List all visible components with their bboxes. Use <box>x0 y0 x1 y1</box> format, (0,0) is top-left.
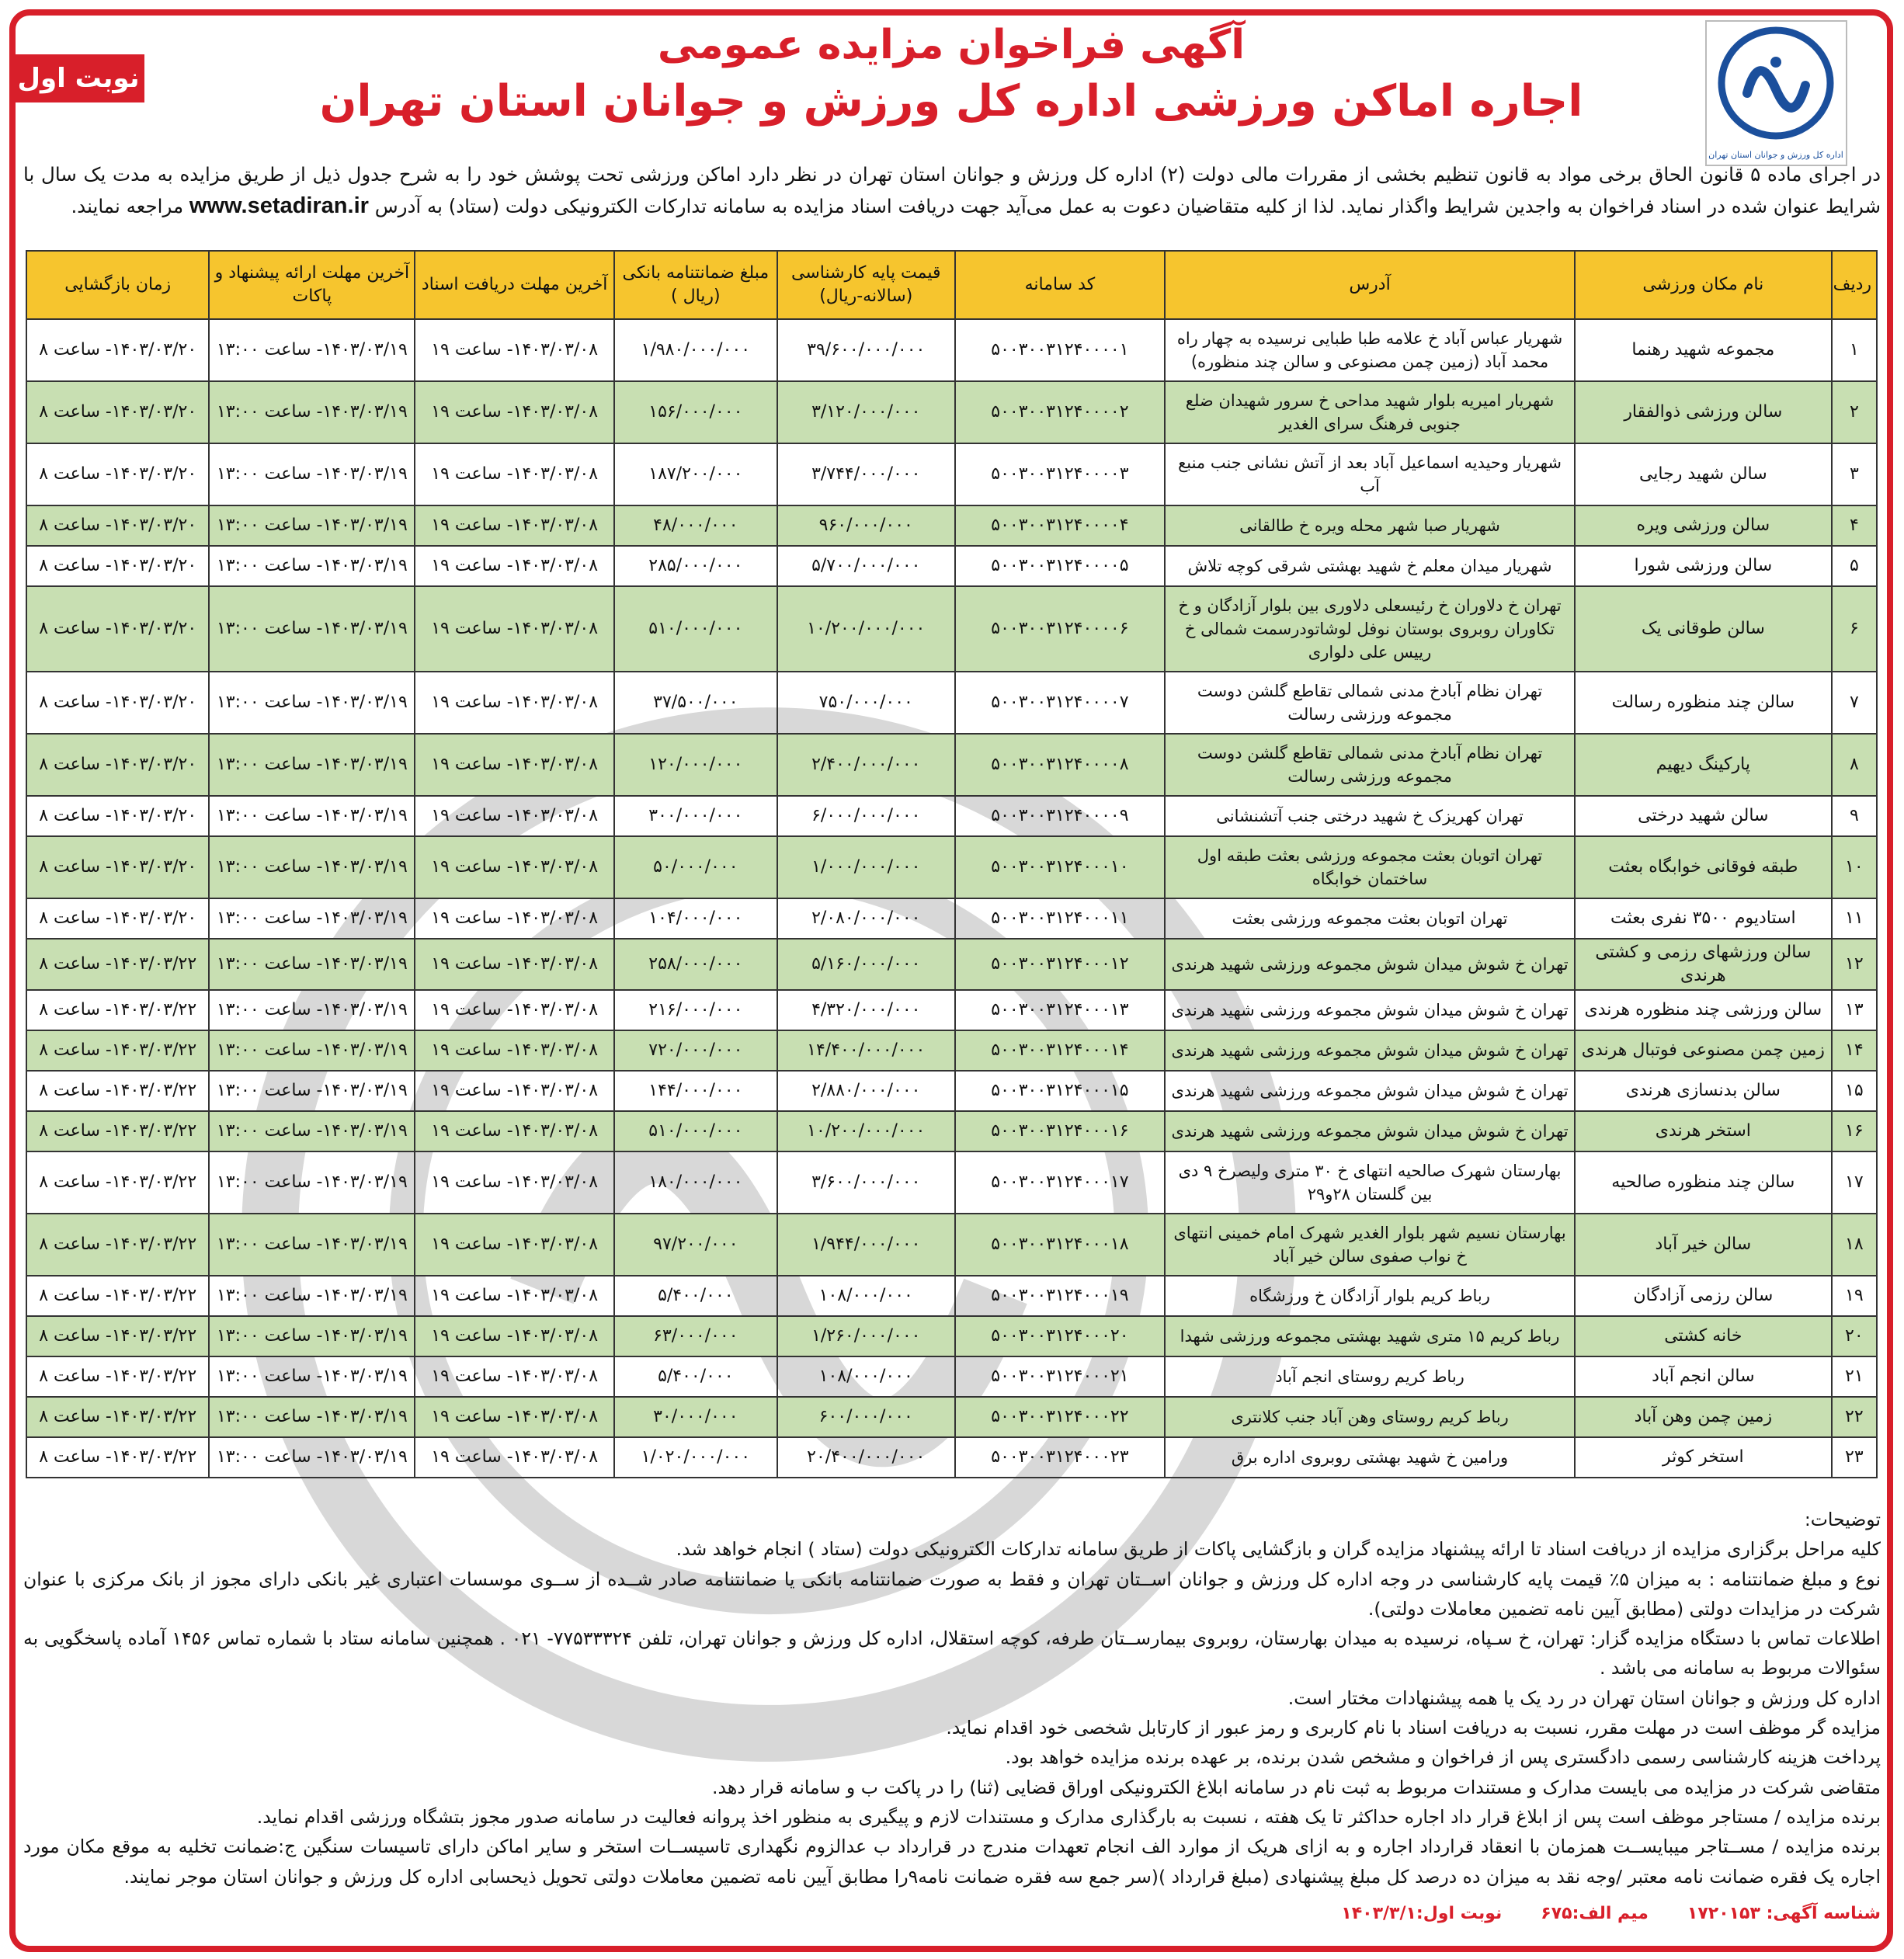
cell-d3: ۱۴۰۳/۰۳/۲۲- ساعت ۸ <box>26 1214 209 1276</box>
cell-d2: ۱۴۰۳/۰۳/۱۹- ساعت ۱۳:۰۰ <box>209 1316 415 1356</box>
cell-n: ۲۳ <box>1832 1437 1877 1478</box>
cell-guar: ۱۵۶/۰۰۰/۰۰۰ <box>614 381 777 443</box>
cell-price: ۱/۰۰۰/۰۰۰/۰۰۰ <box>777 836 955 898</box>
cell-code: ۵۰۰۳۰۰۳۱۲۴۰۰۰۱۵ <box>955 1071 1165 1111</box>
cell-addr: تهران اتوبان بعثت مجموعه ورزشی بعثت طبقه اول ساختمان خوابگاه <box>1165 836 1575 898</box>
cell-code: ۵۰۰۳۰۰۳۱۲۴۰۰۰۱۰ <box>955 836 1165 898</box>
cell-d3: ۱۴۰۳/۰۳/۲۲- ساعت ۸ <box>26 1356 209 1397</box>
cell-addr: رباط کریم روستای انجم آباد <box>1165 1356 1575 1397</box>
cell-addr: تهران خ شوش میدان شوش مجموعه ورزشی شهید هرندی <box>1165 939 1575 990</box>
cell-guar: ۱۰۴/۰۰۰/۰۰۰ <box>614 898 777 939</box>
cell-guar: ۱۸۰/۰۰۰/۰۰۰ <box>614 1151 777 1214</box>
ad-subtitle: اجاره اماکن ورزشی اداره کل ورزش و جوانان استان تهران <box>319 76 1583 127</box>
column-header: آدرس <box>1165 251 1575 319</box>
cell-name: پارکینگ دیهیم <box>1575 734 1832 796</box>
cell-n: ۳ <box>1832 443 1877 505</box>
cell-code: ۵۰۰۳۰۰۳۱۲۴۰۰۰۰۱ <box>955 319 1165 381</box>
cell-code: ۵۰۰۳۰۰۳۱۲۴۰۰۰۱۴ <box>955 1030 1165 1071</box>
cell-price: ۶/۰۰۰/۰۰۰/۰۰۰ <box>777 796 955 836</box>
cell-d1: ۱۴۰۳/۰۳/۰۸- ساعت ۱۹ <box>415 443 614 505</box>
cell-addr: تهران نظام آبادخ مدنی شمالی تقاطع گلشن دوست مجموعه ورزشی رسالت <box>1165 672 1575 734</box>
cell-d1: ۱۴۰۳/۰۳/۰۸- ساعت ۱۹ <box>415 898 614 939</box>
column-header: کد سامانه <box>955 251 1165 319</box>
cell-price: ۱۰/۲۰۰/۰۰۰/۰۰۰ <box>777 586 955 672</box>
cell-price: ۱۰۸/۰۰۰/۰۰۰ <box>777 1356 955 1397</box>
table-row <box>26 1030 1877 1071</box>
cell-d1: ۱۴۰۳/۰۳/۰۸- ساعت ۱۹ <box>415 1437 614 1478</box>
cell-price: ۲/۸۸۰/۰۰۰/۰۰۰ <box>777 1071 955 1111</box>
column-header: مبلغ ضمانتنامه بانکی (ریال ) <box>614 251 777 319</box>
cell-guar: ۲۱۶/۰۰۰/۰۰۰ <box>614 990 777 1030</box>
cell-price: ۱۰/۲۰۰/۰۰۰/۰۰۰ <box>777 1111 955 1151</box>
cell-addr: بهارستان شهرک صالحیه انتهای خ ۳۰ متری ولیصرخ ۹ دی بین گلستان ۲۸و۲۹ <box>1165 1151 1575 1214</box>
cell-guar: ۱۴۴/۰۰۰/۰۰۰ <box>614 1071 777 1111</box>
cell-d3: ۱۴۰۳/۰۳/۲۲- ساعت ۸ <box>26 1276 209 1316</box>
cell-d1: ۱۴۰۳/۰۳/۰۸- ساعت ۱۹ <box>415 505 614 546</box>
cell-n: ۴ <box>1832 505 1877 546</box>
cell-price: ۴/۳۲۰/۰۰۰/۰۰۰ <box>777 990 955 1030</box>
cell-d3: ۱۴۰۳/۰۳/۲۰- ساعت ۸ <box>26 381 209 443</box>
cell-code: ۵۰۰۳۰۰۳۱۲۴۰۰۰۰۸ <box>955 734 1165 796</box>
cell-d2: ۱۴۰۳/۰۳/۱۹- ساعت ۱۳:۰۰ <box>209 1276 415 1316</box>
cell-code: ۵۰۰۳۰۰۳۱۲۴۰۰۰۰۶ <box>955 586 1165 672</box>
cell-d1: ۱۴۰۳/۰۳/۰۸- ساعت ۱۹ <box>415 1071 614 1111</box>
cell-name: خانه کشتی <box>1575 1316 1832 1356</box>
cell-d1: ۱۴۰۳/۰۳/۰۸- ساعت ۱۹ <box>415 1276 614 1316</box>
cell-name: سالن رزمی آزادگان <box>1575 1276 1832 1316</box>
cell-name: سالن ورزشهای رزمی و کشتی هرندی <box>1575 939 1832 990</box>
table-row <box>26 319 1877 381</box>
cell-price: ۳۹/۶۰۰/۰۰۰/۰۰۰ <box>777 319 955 381</box>
cell-d3: ۱۴۰۳/۰۳/۲۲- ساعت ۸ <box>26 1437 209 1478</box>
cell-d3: ۱۴۰۳/۰۳/۲۲- ساعت ۸ <box>26 1316 209 1356</box>
table-row <box>26 1356 1877 1397</box>
column-header: زمان بازگشایی <box>26 251 209 319</box>
cell-addr: ورامین خ شهید بهشتی روبروی اداره برق <box>1165 1437 1575 1478</box>
cell-price: ۱/۹۴۴/۰۰۰/۰۰۰ <box>777 1214 955 1276</box>
cell-name: استادیوم ۳۵۰۰ نفری بعثت <box>1575 898 1832 939</box>
intro-paragraph <box>23 159 1881 222</box>
publish-date: نوبت اول:۱۴۰۳/۳/۱ <box>1341 1904 1503 1923</box>
note-item: اداره کل ورزش و جوانان استان تهران در رد یک یا همه پیشنهادات مختار است. <box>1287 1686 1881 1709</box>
table-row <box>26 1214 1877 1276</box>
cell-guar: ۶۳/۰۰۰/۰۰۰ <box>614 1316 777 1356</box>
cell-d2: ۱۴۰۳/۰۳/۱۹- ساعت ۱۳:۰۰ <box>209 796 415 836</box>
cell-name: سالن چند منظوره رسالت <box>1575 672 1832 734</box>
svg-text:اداره کل ورزش و جوانان استان ت: اداره کل ورزش و جوانان استان تهران <box>1708 150 1843 160</box>
cell-n: ۱ <box>1832 319 1877 381</box>
cell-d3: ۱۴۰۳/۰۳/۲۲- ساعت ۸ <box>26 1151 209 1214</box>
cell-code: ۵۰۰۳۰۰۳۱۲۴۰۰۰۲۳ <box>955 1437 1165 1478</box>
cell-d1: ۱۴۰۳/۰۳/۰۸- ساعت ۱۹ <box>415 1151 614 1214</box>
column-header: آخرین مهلت ارائه پیشنهاد و پاکات <box>209 251 415 319</box>
cell-addr: شهریار عباس آباد خ علامه طبا طبایی نرسیده به چهار راه محمد آباد (زمین چمن مصنوعی و سالن چند منظوره) <box>1165 319 1575 381</box>
cell-name: مجموعه شهید رهنما <box>1575 319 1832 381</box>
cell-n: ۱۱ <box>1832 898 1877 939</box>
cell-price: ۲/۴۰۰/۰۰۰/۰۰۰ <box>777 734 955 796</box>
cell-d2: ۱۴۰۳/۰۳/۱۹- ساعت ۱۳:۰۰ <box>209 1356 415 1397</box>
cell-code: ۵۰۰۳۰۰۳۱۲۴۰۰۰۰۷ <box>955 672 1165 734</box>
notes-section <box>23 1505 1881 1891</box>
cell-d1: ۱۴۰۳/۰۳/۰۸- ساعت ۱۹ <box>415 672 614 734</box>
cell-price: ۱۰۸/۰۰۰/۰۰۰ <box>777 1276 955 1316</box>
cell-guar: ۲۵۸/۰۰۰/۰۰۰ <box>614 939 777 990</box>
cell-d1: ۱۴۰۳/۰۳/۰۸- ساعت ۱۹ <box>415 586 614 672</box>
cell-d1: ۱۴۰۳/۰۳/۰۸- ساعت ۱۹ <box>415 1316 614 1356</box>
cell-name: سالن شهید رجایی <box>1575 443 1832 505</box>
cell-d2: ۱۴۰۳/۰۳/۱۹- ساعت ۱۳:۰۰ <box>209 381 415 443</box>
cell-guar: ۷۲۰/۰۰۰/۰۰۰ <box>614 1030 777 1071</box>
note-item: مزایده گر موظف است در مهلت مقرر، نسبت به دریافت اسناد با نام کاربری و رمز عبور از کارتابل شخصی خود اقدام نماید. <box>946 1717 1881 1739</box>
cell-d2: ۱۴۰۳/۰۳/۱۹- ساعت ۱۳:۰۰ <box>209 990 415 1030</box>
table-row <box>26 505 1877 546</box>
table-row <box>26 898 1877 939</box>
cell-price: ۷۵۰/۰۰۰/۰۰۰ <box>777 672 955 734</box>
cell-name: سالن بدنسازی هرندی <box>1575 1071 1832 1111</box>
cell-d3: ۱۴۰۳/۰۳/۲۰- ساعت ۸ <box>26 836 209 898</box>
cell-guar: ۱۸۷/۲۰۰/۰۰۰ <box>614 443 777 505</box>
cell-d2: ۱۴۰۳/۰۳/۱۹- ساعت ۱۳:۰۰ <box>209 734 415 796</box>
cell-name: سالن خیر آباد <box>1575 1214 1832 1276</box>
cell-addr: تهران خ شوش میدان شوش مجموعه ورزشی شهید هرندی <box>1165 1030 1575 1071</box>
cell-d3: ۱۴۰۳/۰۳/۲۰- ساعت ۸ <box>26 319 209 381</box>
cell-d3: ۱۴۰۳/۰۳/۲۲- ساعت ۸ <box>26 1111 209 1151</box>
cell-code: ۵۰۰۳۰۰۳۱۲۴۰۰۰۱۱ <box>955 898 1165 939</box>
ad-footer <box>1341 1904 1881 1923</box>
cell-guar: ۳۰/۰۰۰/۰۰۰ <box>614 1397 777 1437</box>
cell-guar: ۱۲۰/۰۰۰/۰۰۰ <box>614 734 777 796</box>
note-item: برنده مزایده / مســتاجر میبایســت همزمان با انعقاد قرارداد اجاره و به ازای هریک از موارد الف انجام تعهدات مندرج در قرارداد ب عدالزوم نگهداری تاسیســات استخر و سایر اماکن دارای تاسیسات سنگین ج:ضمانت تخلیه به موقع مکان مورد اجاره یک فقره ضمانت نامه معتبر /وجه نقد به میزان ده درصد کل مبلغ پیشنهادی (مبلغ قرارداد )(سر جمع سه فقره ضمانت نامه۹را مطابق آیین نامه تضمین معاملات دولتی تحویل ذیحسابی اداره کل ورزش و جوانان استان موجر نمایند. <box>23 1836 1881 1888</box>
cell-d1: ۱۴۰۳/۰۳/۰۸- ساعت ۱۹ <box>415 990 614 1030</box>
cell-code: ۵۰۰۳۰۰۳۱۲۴۰۰۰۱۷ <box>955 1151 1165 1214</box>
table-header-row <box>26 251 1877 319</box>
cell-price: ۳/۱۲۰/۰۰۰/۰۰۰ <box>777 381 955 443</box>
table-row <box>26 734 1877 796</box>
cell-price: ۶۰۰/۰۰۰/۰۰۰ <box>777 1397 955 1437</box>
cell-d3: ۱۴۰۳/۰۳/۲۰- ساعت ۸ <box>26 734 209 796</box>
cell-price: ۲/۰۸۰/۰۰۰/۰۰۰ <box>777 898 955 939</box>
cell-n: ۸ <box>1832 734 1877 796</box>
cell-name: استخر کوثر <box>1575 1437 1832 1478</box>
cell-guar: ۹۷/۲۰۰/۰۰۰ <box>614 1214 777 1276</box>
cell-guar: ۵/۴۰۰/۰۰۰ <box>614 1276 777 1316</box>
cell-d1: ۱۴۰۳/۰۳/۰۸- ساعت ۱۹ <box>415 1397 614 1437</box>
table-row <box>26 1151 1877 1214</box>
setad-website-link[interactable]: www.setadiran.ir <box>189 193 369 218</box>
cell-addr: تهران نظام آبادخ مدنی شمالی تقاطع گلشن دوست مجموعه ورزشی رسالت <box>1165 734 1575 796</box>
cell-d2: ۱۴۰۳/۰۳/۱۹- ساعت ۱۳:۰۰ <box>209 546 415 586</box>
cell-d2: ۱۴۰۳/۰۳/۱۹- ساعت ۱۳:۰۰ <box>209 672 415 734</box>
cell-d3: ۱۴۰۳/۰۳/۲۲- ساعت ۸ <box>26 1397 209 1437</box>
cell-d2: ۱۴۰۳/۰۳/۱۹- ساعت ۱۳:۰۰ <box>209 586 415 672</box>
cell-n: ۷ <box>1832 672 1877 734</box>
table-row <box>26 1316 1877 1356</box>
note-item: پرداخت هزینه کارشناسی رسمی دادگستری پس از فراخوان و مشخص شدن برنده، بر عهده برنده مزایده خواهد بود. <box>1005 1746 1881 1769</box>
cell-name: سالن شهید درختی <box>1575 796 1832 836</box>
cell-guar: ۵۱۰/۰۰۰/۰۰۰ <box>614 1111 777 1151</box>
cell-d1: ۱۴۰۳/۰۳/۰۸- ساعت ۱۹ <box>415 546 614 586</box>
cell-code: ۵۰۰۳۰۰۳۱۲۴۰۰۰۰۴ <box>955 505 1165 546</box>
cell-d2: ۱۴۰۳/۰۳/۱۹- ساعت ۱۳:۰۰ <box>209 1030 415 1071</box>
cell-name: سالن ورزشی شورا <box>1575 546 1832 586</box>
cell-guar: ۱/۹۸۰/۰۰۰/۰۰۰ <box>614 319 777 381</box>
cell-d2: ۱۴۰۳/۰۳/۱۹- ساعت ۱۳:۰۰ <box>209 939 415 990</box>
table-row <box>26 1397 1877 1437</box>
cell-d3: ۱۴۰۳/۰۳/۲۰- ساعت ۸ <box>26 586 209 672</box>
mim-alef: میم الف:۶۷۵ <box>1541 1904 1649 1923</box>
cell-n: ۱۹ <box>1832 1276 1877 1316</box>
table-row <box>26 586 1877 672</box>
cell-code: ۵۰۰۳۰۰۳۱۲۴۰۰۰۱۶ <box>955 1111 1165 1151</box>
cell-price: ۹۶۰/۰۰۰/۰۰۰ <box>777 505 955 546</box>
cell-d3: ۱۴۰۳/۰۳/۲۰- ساعت ۸ <box>26 672 209 734</box>
column-header: ردیف <box>1832 251 1877 319</box>
cell-addr: رباط کریم ۱۵ متری شهید بهشتی مجموعه ورزشی شهدا <box>1165 1316 1575 1356</box>
cell-d2: ۱۴۰۳/۰۳/۱۹- ساعت ۱۳:۰۰ <box>209 505 415 546</box>
cell-addr: رباط کریم بلوار آزادگان خ ورزشگاه <box>1165 1276 1575 1316</box>
cell-d2: ۱۴۰۳/۰۳/۱۹- ساعت ۱۳:۰۰ <box>209 443 415 505</box>
cell-code: ۵۰۰۳۰۰۳۱۲۴۰۰۰۲۱ <box>955 1356 1165 1397</box>
cell-d3: ۱۴۰۳/۰۳/۲۰- ساعت ۸ <box>26 443 209 505</box>
cell-name: سالن انجم آباد <box>1575 1356 1832 1397</box>
cell-d2: ۱۴۰۳/۰۳/۱۹- ساعت ۱۳:۰۰ <box>209 319 415 381</box>
cell-price: ۵/۷۰۰/۰۰۰/۰۰۰ <box>777 546 955 586</box>
tehran-sport-logo-icon <box>1704 19 1848 167</box>
cell-price: ۵/۱۶۰/۰۰۰/۰۰۰ <box>777 939 955 990</box>
cell-addr: رباط کریم روستای وهن آباد جنب کلانتری <box>1165 1397 1575 1437</box>
cell-d3: ۱۴۰۳/۰۳/۲۲- ساعت ۸ <box>26 1030 209 1071</box>
cell-d3: ۱۴۰۳/۰۳/۲۲- ساعت ۸ <box>26 1071 209 1111</box>
cell-d2: ۱۴۰۳/۰۳/۱۹- ساعت ۱۳:۰۰ <box>209 1214 415 1276</box>
note-item: برنده مزایده / مستاجر موظف است پس از ابلاغ قرار داد اجاره حداکثر تا یک هفته ، نسبت به بارگذاری مدارک و مستندات لازم و پیگیری به منظور اخذ پروانه فعالیت در سامانه صدور مجوز بتشگاه ورزشی اقدام نماید. <box>256 1805 1881 1828</box>
notes-title: توضیحات: <box>1804 1509 1881 1530</box>
table-row <box>26 443 1877 505</box>
table-row <box>26 1276 1877 1316</box>
venues-table <box>26 250 1878 1478</box>
cell-d1: ۱۴۰۳/۰۳/۰۸- ساعت ۱۹ <box>415 1214 614 1276</box>
cell-name: سالن طوقانی یک <box>1575 586 1832 672</box>
cell-n: ۱۷ <box>1832 1151 1877 1214</box>
intro-text-end: مراجعه نمایند. <box>71 195 184 217</box>
cell-n: ۱۴ <box>1832 1030 1877 1071</box>
cell-addr: شهریار میدان معلم خ شهید بهشتی شرقی کوچه تلاش <box>1165 546 1575 586</box>
cell-name: زمین چمن مصنوعی فوتبال هرندی <box>1575 1030 1832 1071</box>
cell-guar: ۴۸/۰۰۰/۰۰۰ <box>614 505 777 546</box>
cell-code: ۵۰۰۳۰۰۳۱۲۴۰۰۰۱۸ <box>955 1214 1165 1276</box>
cell-code: ۵۰۰۳۰۰۳۱۲۴۰۰۰۰۹ <box>955 796 1165 836</box>
cell-n: ۱۸ <box>1832 1214 1877 1276</box>
ad-id: شناسه آگهی: ۱۷۲۰۱۵۳ <box>1687 1904 1881 1923</box>
cell-addr: شهریار امیریه بلوار شهید مداحی خ سرور شهیدان ضلع جنوبی فرهنگ سرای الغدیر <box>1165 381 1575 443</box>
cell-d1: ۱۴۰۳/۰۳/۰۸- ساعت ۱۹ <box>415 734 614 796</box>
table-row <box>26 1111 1877 1151</box>
note-item: نوع و مبلغ ضمانتنامه : به میزان ۵٪ قیمت پایه کارشناسی در وجه اداره کل ورزش و جوانان اســتان تهران و فقط به صورت ضمانتنامه بانکی یا ضمانتنامه صادر شــده از ســوی موسسات اعتباری غیر بانکی دارای مجوز از بانک مرکزی با عنوان شرکت در مزایدات دولتی (مطابق آیین نامه تضمین معاملات دولتی). <box>23 1568 1881 1620</box>
cell-addr: بهارستان نسیم شهر بلوار الغدیر شهرک امام خمینی انتهای خ نواب صفوی سالن خیر آباد <box>1165 1214 1575 1276</box>
cell-d2: ۱۴۰۳/۰۳/۱۹- ساعت ۱۳:۰۰ <box>209 1151 415 1214</box>
cell-code: ۵۰۰۳۰۰۳۱۲۴۰۰۰۱۹ <box>955 1276 1165 1316</box>
cell-guar: ۳۰۰/۰۰۰/۰۰۰ <box>614 796 777 836</box>
note-item: کلیه مراحل برگزاری مزایده از دریافت اسناد تا ارائه پیشنهاد مزایده گران و بازگشایی پاکات از طریق سامانه تدارکات الکترونیکی دولت (ستاد ) انجام خواهد شد. <box>676 1538 1881 1561</box>
table-row <box>26 1437 1877 1478</box>
table-row <box>26 1071 1877 1111</box>
cell-n: ۱۵ <box>1832 1071 1877 1111</box>
intro-text: در اجرای ماده ۵ قانون الحاق برخی مواد به قانون تنظیم بخشی از مقررات مالی دولت (۲) اداره کل ورزش و جوانان استان تهران در نظر دارد اماکن ورزشی تحت پوشش خود را به شرح جدول ذیل از طریق مزایده به مدت یک سال با شرایط عنوان شده در اسناد فراخوان به واجدین شرایط واگذار نماید. لذا از کلیه متقاضیان دعوت به عمل می‌آید جهت دریافت اسناد مزایده به سامانه تدارکات الکترونیکی دولت (ستاد) به آدرس <box>23 163 1881 217</box>
cell-guar: ۳۷/۵۰۰/۰۰۰ <box>614 672 777 734</box>
cell-addr: تهران خ دلاوران خ رئیسعلی دلاوری بین بلوار آزادگان و خ تکاوران روبروی بوستان نوفل لوشاتودرسمت شمالی خ رییس علی دلواری <box>1165 586 1575 672</box>
table-row <box>26 796 1877 836</box>
table-row <box>26 939 1877 990</box>
cell-code: ۵۰۰۳۰۰۳۱۲۴۰۰۰۰۵ <box>955 546 1165 586</box>
cell-name: سالن ورزشی چند منظوره هرندی <box>1575 990 1832 1030</box>
table-row <box>26 836 1877 898</box>
cell-guar: ۵/۴۰۰/۰۰۰ <box>614 1356 777 1397</box>
cell-d1: ۱۴۰۳/۰۳/۰۸- ساعت ۱۹ <box>415 939 614 990</box>
cell-addr: تهران اتوبان بعثت مجموعه ورزشی بعثت <box>1165 898 1575 939</box>
cell-code: ۵۰۰۳۰۰۳۱۲۴۰۰۰۲۰ <box>955 1316 1165 1356</box>
cell-name: طبقه فوقانی خوابگاه بعثت <box>1575 836 1832 898</box>
cell-addr: تهران خ شوش میدان شوش مجموعه ورزشی شهید هرندی <box>1165 990 1575 1030</box>
publish-round-badge: نوبت اول <box>12 54 144 102</box>
cell-code: ۵۰۰۳۰۰۳۱۲۴۰۰۰۲۲ <box>955 1397 1165 1437</box>
cell-n: ۱۰ <box>1832 836 1877 898</box>
cell-code: ۵۰۰۳۰۰۳۱۲۴۰۰۰۰۳ <box>955 443 1165 505</box>
cell-d2: ۱۴۰۳/۰۳/۱۹- ساعت ۱۳:۰۰ <box>209 898 415 939</box>
cell-price: ۳/۷۴۴/۰۰۰/۰۰۰ <box>777 443 955 505</box>
cell-code: ۵۰۰۳۰۰۳۱۲۴۰۰۰۱۳ <box>955 990 1165 1030</box>
cell-addr: تهران خ شوش میدان شوش مجموعه ورزشی شهید هرندی <box>1165 1111 1575 1151</box>
cell-d2: ۱۴۰۳/۰۳/۱۹- ساعت ۱۳:۰۰ <box>209 836 415 898</box>
cell-price: ۱۴/۴۰۰/۰۰۰/۰۰۰ <box>777 1030 955 1071</box>
cell-n: ۱۲ <box>1832 939 1877 990</box>
cell-price: ۳/۶۰۰/۰۰۰/۰۰۰ <box>777 1151 955 1214</box>
cell-d2: ۱۴۰۳/۰۳/۱۹- ساعت ۱۳:۰۰ <box>209 1111 415 1151</box>
cell-addr: تهران کهریزک خ شهید درختی جنب آتشنشانی <box>1165 796 1575 836</box>
table-row <box>26 990 1877 1030</box>
cell-d3: ۱۴۰۳/۰۳/۲۲- ساعت ۸ <box>26 939 209 990</box>
table-row <box>26 672 1877 734</box>
note-item: اطلاعات تماس با دستگاه مزایده گزار: تهران، خ سـپاه، نرسیده به میدان بهارستان، روبروی بیمارســتان طرفه، کوچه استقلال، اداره کل ورزش و جوانان تهران، تلفن ۷۷۵۳۳۳۲۴- ۰۲۱ . همچنین سامانه ستاد با شماره تماس ۱۴۵۶ آماده پاسخگویی به سئوالات مربوط به سامانه می باشد . <box>23 1627 1881 1679</box>
cell-n: ۶ <box>1832 586 1877 672</box>
cell-price: ۱/۲۶۰/۰۰۰/۰۰۰ <box>777 1316 955 1356</box>
cell-d1: ۱۴۰۳/۰۳/۰۸- ساعت ۱۹ <box>415 1111 614 1151</box>
cell-addr: تهران خ شوش میدان شوش مجموعه ورزشی شهید هرندی <box>1165 1071 1575 1111</box>
cell-n: ۹ <box>1832 796 1877 836</box>
cell-n: ۲۱ <box>1832 1356 1877 1397</box>
cell-price: ۲۰/۴۰۰/۰۰۰/۰۰۰ <box>777 1437 955 1478</box>
cell-d3: ۱۴۰۳/۰۳/۲۰- ساعت ۸ <box>26 505 209 546</box>
cell-guar: ۲۸۵/۰۰۰/۰۰۰ <box>614 546 777 586</box>
cell-n: ۱۳ <box>1832 990 1877 1030</box>
cell-name: سالن ورزشی ذوالفقار <box>1575 381 1832 443</box>
cell-name: سالن چند منظوره صالحیه <box>1575 1151 1832 1214</box>
cell-d1: ۱۴۰۳/۰۳/۰۸- ساعت ۱۹ <box>415 319 614 381</box>
cell-code: ۵۰۰۳۰۰۳۱۲۴۰۰۰۱۲ <box>955 939 1165 990</box>
cell-d3: ۱۴۰۳/۰۳/۲۰- ساعت ۸ <box>26 898 209 939</box>
cell-d3: ۱۴۰۳/۰۳/۲۲- ساعت ۸ <box>26 990 209 1030</box>
cell-code: ۵۰۰۳۰۰۳۱۲۴۰۰۰۰۲ <box>955 381 1165 443</box>
table-row <box>26 381 1877 443</box>
ad-title: آگهی فراخوان مزایده عمومی <box>657 22 1246 68</box>
cell-d1: ۱۴۰۳/۰۳/۰۸- ساعت ۱۹ <box>415 796 614 836</box>
cell-addr: شهریار صبا شهر محله ویره خ طالقانی <box>1165 505 1575 546</box>
cell-d3: ۱۴۰۳/۰۳/۲۰- ساعت ۸ <box>26 796 209 836</box>
cell-n: ۲ <box>1832 381 1877 443</box>
cell-name: استخر هرندی <box>1575 1111 1832 1151</box>
cell-d1: ۱۴۰۳/۰۳/۰۸- ساعت ۱۹ <box>415 1356 614 1397</box>
column-header: آخرین مهلت دریافت اسناد <box>415 251 614 319</box>
note-item: متقاضی شرکت در مزایده می بایست مدارک و مستندات مربوط به ثبت نام در سامانه ابلاغ الکترونیکی اوراق قضایی (ثنا) را در پاکت ب و سامانه قرار دهد. <box>712 1776 1881 1798</box>
cell-n: ۲۲ <box>1832 1397 1877 1437</box>
cell-name: سالن ورزشی ویره <box>1575 505 1832 546</box>
cell-n: ۵ <box>1832 546 1877 586</box>
cell-d1: ۱۴۰۳/۰۳/۰۸- ساعت ۱۹ <box>415 381 614 443</box>
cell-d2: ۱۴۰۳/۰۳/۱۹- ساعت ۱۳:۰۰ <box>209 1071 415 1111</box>
cell-guar: ۱/۰۲۰/۰۰۰/۰۰۰ <box>614 1437 777 1478</box>
cell-d3: ۱۴۰۳/۰۳/۲۰- ساعت ۸ <box>26 546 209 586</box>
cell-n: ۱۶ <box>1832 1111 1877 1151</box>
cell-addr: شهریار وحیدیه اسماعیل آباد بعد از آتش نشانی جنب منبع آب <box>1165 443 1575 505</box>
cell-d2: ۱۴۰۳/۰۳/۱۹- ساعت ۱۳:۰۰ <box>209 1397 415 1437</box>
cell-d1: ۱۴۰۳/۰۳/۰۸- ساعت ۱۹ <box>415 1030 614 1071</box>
cell-n: ۲۰ <box>1832 1316 1877 1356</box>
cell-d1: ۱۴۰۳/۰۳/۰۸- ساعت ۱۹ <box>415 836 614 898</box>
column-header: قیمت پایه کارشناسی (سالانه-ریال) <box>777 251 955 319</box>
cell-name: زمین چمن وهن آباد <box>1575 1397 1832 1437</box>
cell-guar: ۵۱۰/۰۰۰/۰۰۰ <box>614 586 777 672</box>
table-row <box>26 546 1877 586</box>
cell-d2: ۱۴۰۳/۰۳/۱۹- ساعت ۱۳:۰۰ <box>209 1437 415 1478</box>
column-header: نام مکان ورزشی <box>1575 251 1832 319</box>
cell-guar: ۵۰/۰۰۰/۰۰۰ <box>614 836 777 898</box>
